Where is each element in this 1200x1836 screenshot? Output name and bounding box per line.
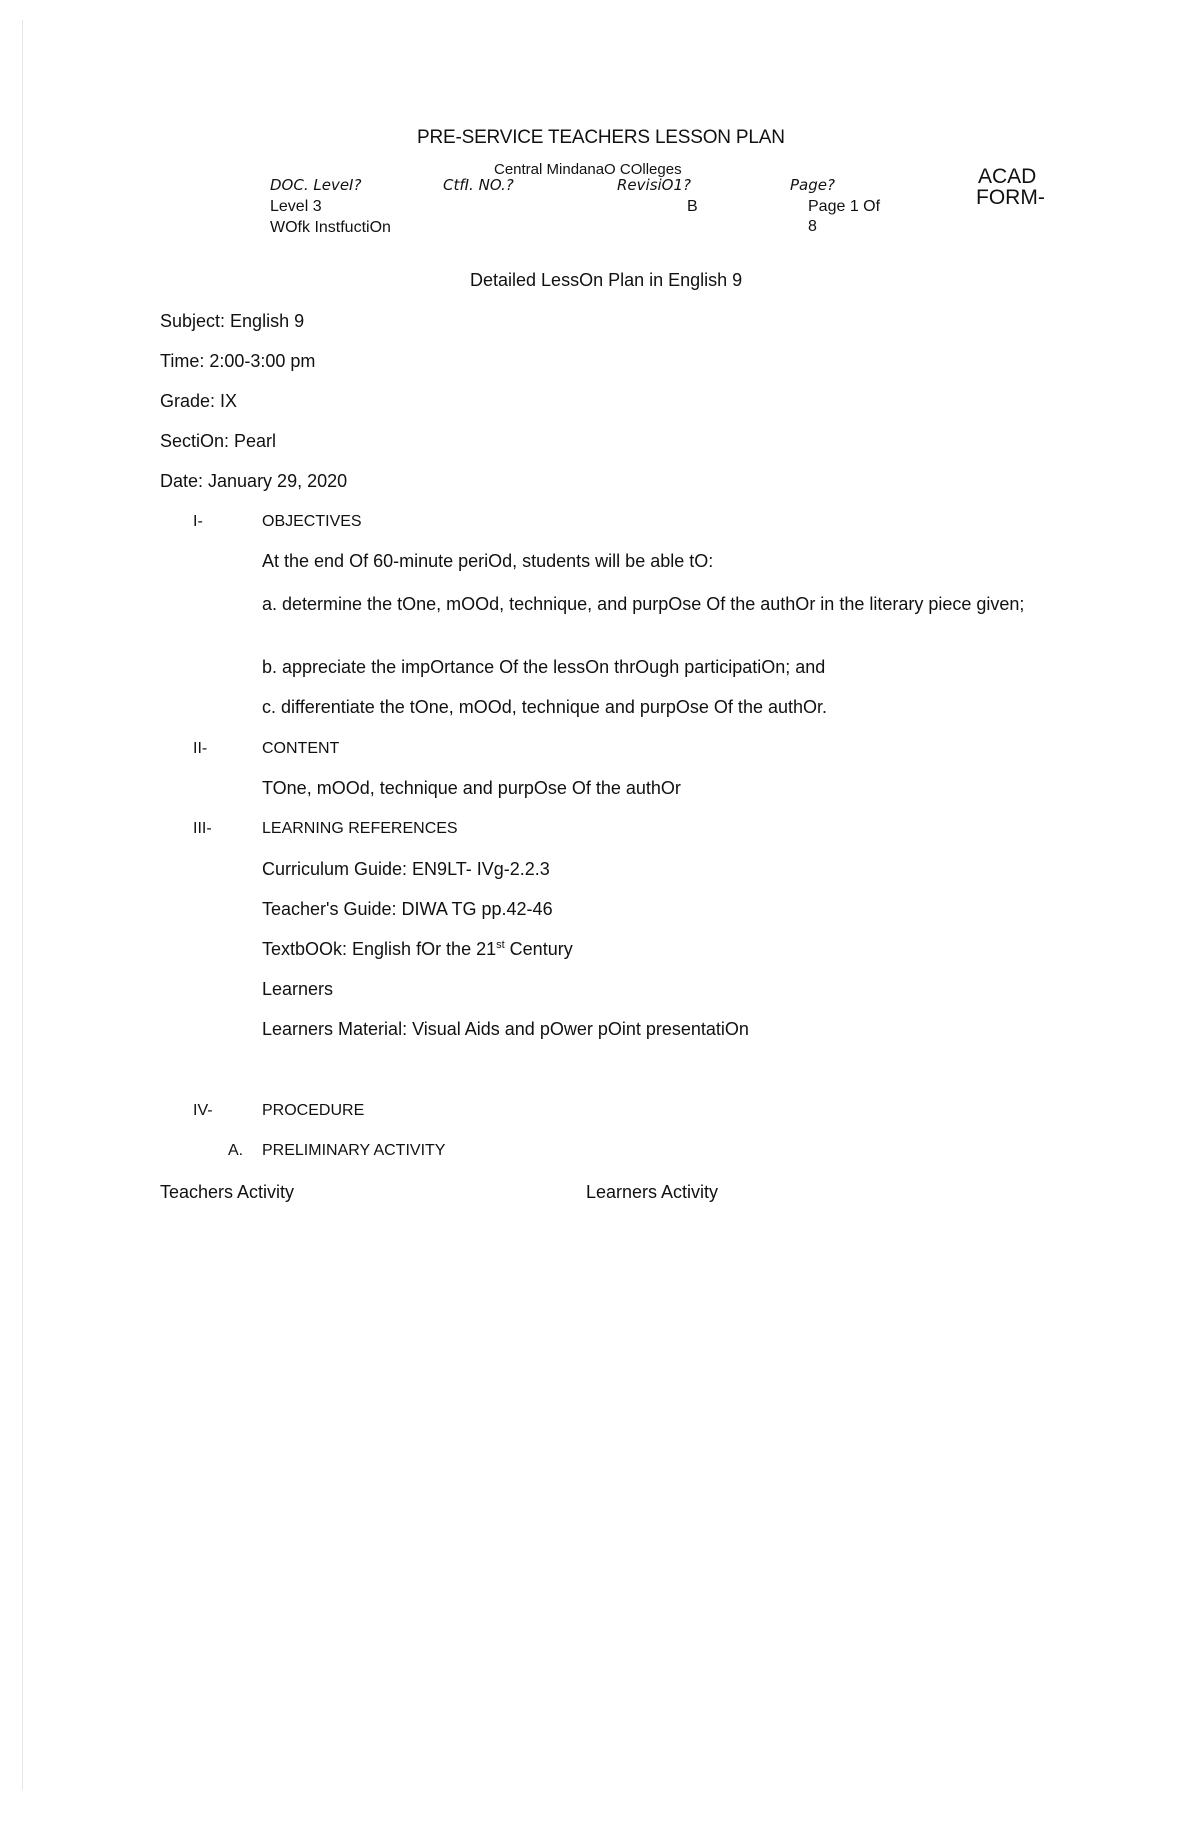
references-number: III- (193, 820, 212, 837)
page-left-edge (22, 20, 23, 1790)
objectives-intro: At the end Of 60-minute periOd, students will be able tO: (262, 551, 714, 571)
doc-type-value: WOfk InstfuctiOn (270, 219, 391, 236)
objectives-heading: OBJECTIVES (262, 513, 362, 530)
textbook-superscript: st (496, 939, 505, 951)
learners-activity-header: Learners Activity (586, 1182, 719, 1202)
page-label: Page? (790, 176, 835, 194)
learners-line: Learners (262, 979, 334, 999)
objective-c: c. differentiate the tOne, mOOd, technique and purpOse Of the authOr. (262, 697, 827, 717)
lesson-title: Detailed LessOn Plan in English 9 (470, 270, 743, 290)
preliminary-letter: A. (228, 1142, 244, 1159)
preliminary-heading: PRELIMINARY ACTIVITY (262, 1142, 446, 1159)
teachers-guide: Teacher's Guide: DIWA TG pp.42-46 (262, 899, 553, 919)
doc-level-label: DOC. LeveI? (270, 176, 362, 194)
procedure-heading: PROCEDURE (262, 1102, 365, 1119)
form-code (978, 166, 1045, 208)
page-total: 8 (808, 218, 817, 235)
grade-line: Grade: IX (160, 391, 238, 411)
revision-label: RevisiO1? (617, 176, 691, 194)
date-line: Date: January 29, 2020 (160, 471, 348, 491)
ctrl-no-label: CtfI. NO.? (443, 176, 514, 194)
textbook-line (262, 939, 573, 960)
content-number: II- (193, 740, 208, 757)
subject-line: Subject: English 9 (160, 311, 305, 331)
textbook-suffix: Century (504, 939, 573, 959)
learners-material: Learners Material: Visual Aids and pOwer pOint presentatiOn (262, 1019, 749, 1039)
document-title: PRE-SERVICE TEACHERS LESSON PLAN (417, 127, 785, 148)
textbook-text: TextbOOk: English fOr the 21 (262, 939, 497, 959)
form-code-line1: ACAD (978, 165, 1037, 188)
doc-level-value: Level 3 (270, 198, 322, 215)
objective-b: b. appreciate the impOrtance Of the lessOn thrOugh participatiOn; and (262, 657, 826, 677)
page-value: Page 1 Of (808, 198, 881, 215)
curriculum-guide: Curriculum Guide: EN9LT- IVg-2.2.3 (262, 859, 550, 879)
procedure-number: IV- (193, 1102, 213, 1119)
section-line: SectiOn: Pearl (160, 431, 277, 451)
time-line: Time: 2:00-3:00 pm (160, 351, 316, 371)
form-code-line2: FORM- (976, 186, 1045, 209)
revision-value: B (687, 198, 698, 215)
content-heading: CONTENT (262, 740, 340, 757)
content-text: TOne, mOOd, technique and purpOse Of the authOr (262, 778, 681, 798)
references-heading: LEARNING REFERENCES (262, 820, 458, 837)
objective-a: a. determine the tOne, mOOd, technique, and purpOse Of the authOr in the literary piece given; (262, 594, 1025, 614)
college-name: Central MindanaO COlleges (494, 161, 682, 178)
teachers-activity-header: Teachers Activity (160, 1182, 295, 1202)
objectives-number: I- (193, 513, 203, 530)
